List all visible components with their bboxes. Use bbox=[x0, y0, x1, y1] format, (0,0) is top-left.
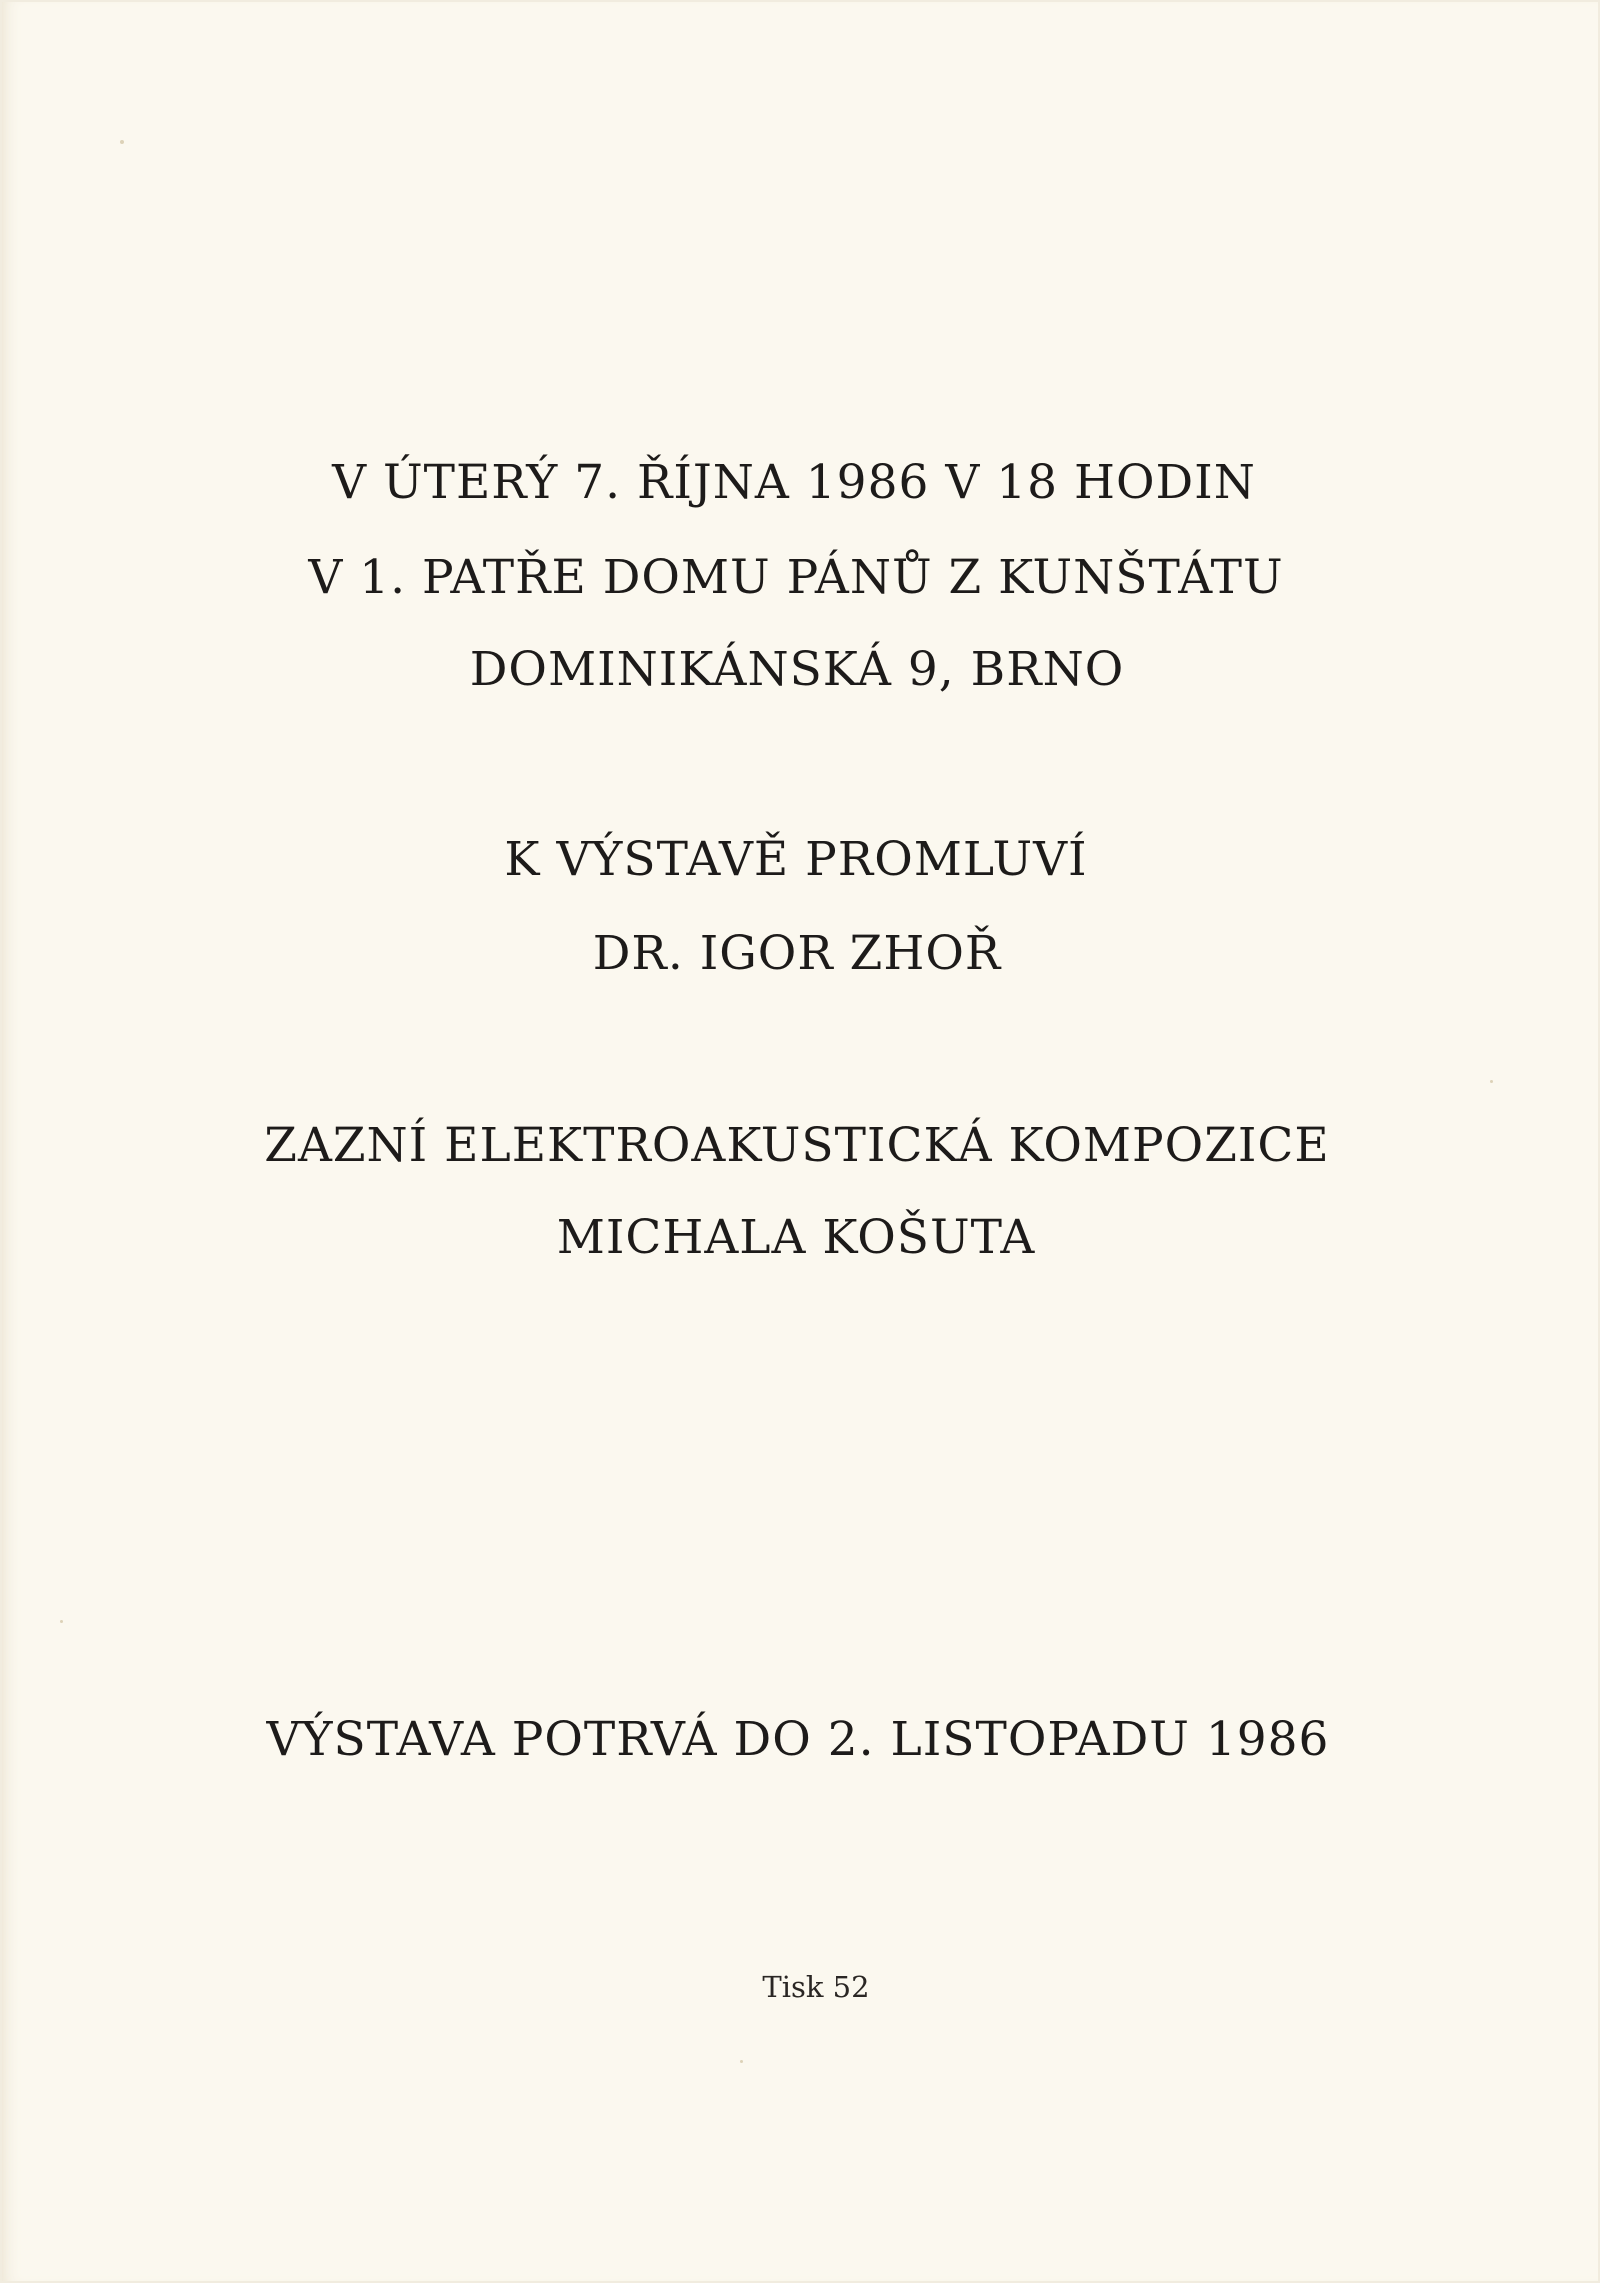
paper-speck bbox=[1490, 1080, 1493, 1083]
exhibition-duration-line: VÝSTAVA POTRVÁ DO 2. LISTOPADU 1986 bbox=[266, 1712, 1330, 1767]
speaker-name-line: DR. IGOR ZHOŘ bbox=[592, 926, 1002, 981]
music-intro-line: ZAZNÍ ELEKTROAKUSTICKÁ KOMPOZICE bbox=[264, 1118, 1330, 1173]
paper-speck bbox=[740, 2060, 743, 2063]
paper-speck bbox=[120, 140, 124, 144]
paper-speck bbox=[60, 1620, 63, 1623]
event-venue-line: V 1. PATŘE DOMU PÁNŮ Z KUNŠTÁTU bbox=[308, 550, 1284, 605]
composer-name-line: MICHALA KOŠUTA bbox=[556, 1210, 1036, 1265]
event-date-line: V ÚTERÝ 7. ŘÍJNA 1986 V 18 HODIN bbox=[332, 455, 1256, 510]
event-address-line: DOMINIKÁNSKÁ 9, BRNO bbox=[469, 642, 1125, 697]
print-mark: Tisk 52 bbox=[762, 1970, 870, 2004]
speech-intro-line: K VÝSTAVĚ PROMLUVÍ bbox=[504, 832, 1088, 887]
